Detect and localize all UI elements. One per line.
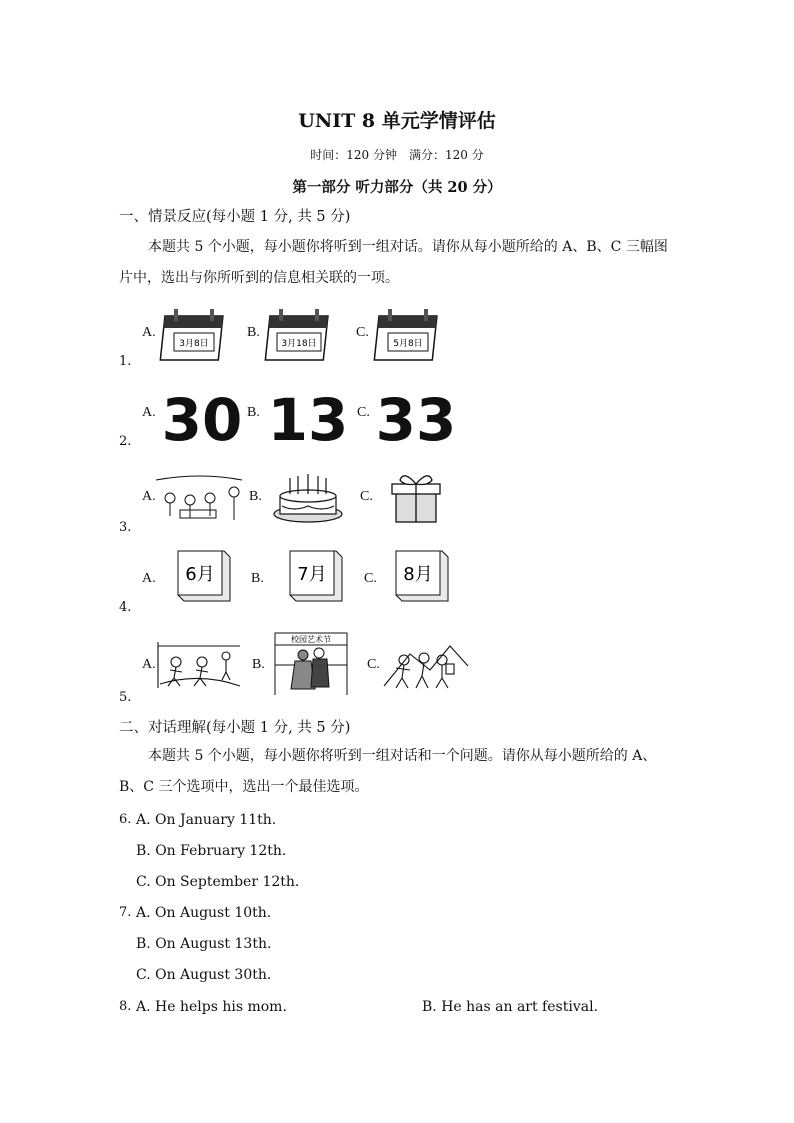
page-title: UNIT 8 单元学情评估: [298, 110, 496, 132]
option-c: C. On August 30th.: [136, 967, 272, 983]
birthday-cake-icon: [270, 466, 346, 528]
option-label-b: B.: [247, 325, 260, 340]
svg-text:13: 13: [267, 386, 349, 454]
running-race-icon: [150, 632, 246, 692]
question-number: 4.: [119, 600, 132, 615]
svg-text:校园艺术节: 校园艺术节: [291, 635, 331, 644]
question-number: 3.: [119, 520, 132, 535]
option-c: C. On September 12th.: [136, 874, 300, 890]
option-label-c: C.: [356, 325, 369, 340]
month-page-icon: [286, 547, 348, 607]
number-13-picture: [267, 382, 349, 454]
question-number: 1.: [119, 354, 132, 369]
option-b: B. He has an art festival.: [422, 999, 598, 1015]
question-number: 7.: [119, 905, 132, 920]
exam-meta: 时间：120 分钟 满分：120 分: [310, 148, 484, 162]
option-a: A. On August 10th.: [136, 905, 272, 921]
option-label-b: B.: [251, 571, 264, 586]
option-b: B. On August 13th.: [136, 936, 272, 952]
svg-text:8月: 8月: [403, 564, 433, 585]
option-label-a: A.: [142, 325, 156, 340]
gift-box-icon: [386, 470, 450, 526]
svg-text:7月: 7月: [297, 564, 327, 585]
option-label-c: C.: [357, 405, 370, 420]
option-label-a: A.: [142, 657, 156, 672]
question-number: 6.: [119, 812, 132, 827]
party-icon: [152, 470, 248, 524]
option-label-a: A.: [142, 405, 156, 420]
option-a: A. He helps his mom.: [136, 999, 287, 1015]
option-label-c: C.: [367, 657, 380, 672]
month-page-icon: [174, 547, 236, 607]
option-label-c: C.: [364, 571, 377, 586]
question-number: 2.: [119, 434, 132, 449]
calendar-date: 3月18日: [281, 339, 317, 349]
section2-instructions: 本题共 5 个小题，每小题你将听到一组对话和一个问题。请你从每小题所给的 A、B、C 三个选项中，选出一个最佳选项。: [119, 748, 657, 795]
question-number: 5.: [119, 690, 132, 705]
option-b: B. On February 12th.: [136, 843, 287, 859]
section1-instructions: 本题共 5 个小题，每小题你将听到一组对话。请你从每小题所给的 A、B、C 三幅图片中，选出与你所听到的信息相关联的一项。: [119, 239, 668, 286]
option-a: A. On January 11th.: [136, 812, 277, 828]
section1-heading: 一、情景反应(每小题 1 分, 共 5 分): [119, 209, 351, 225]
hiking-icon: [380, 636, 470, 692]
option-label-b: B.: [249, 489, 262, 504]
option-label-a: A.: [142, 571, 156, 586]
calendar-icon: [374, 306, 444, 364]
svg-text:6月: 6月: [185, 564, 215, 585]
question-number: 8.: [119, 999, 132, 1014]
option-label-b: B.: [252, 657, 265, 672]
section2-heading: 二、对话理解(每小题 1 分, 共 5 分): [119, 720, 351, 736]
svg-text:30: 30: [161, 386, 243, 454]
calendar-icon: [265, 306, 335, 364]
option-label-b: B.: [247, 405, 260, 420]
number-30-picture: [161, 382, 243, 454]
part-heading: 第一部分 听力部分（共 20 分）: [292, 179, 502, 196]
calendar-date: 5月8日: [393, 339, 423, 349]
number-33-picture: [375, 382, 457, 454]
svg-text:33: 33: [375, 386, 457, 454]
option-label-c: C.: [360, 489, 373, 504]
month-page-icon: [392, 547, 454, 607]
calendar-date: 3月8日: [179, 339, 209, 349]
calendar-icon: [160, 306, 230, 364]
art-festival-icon: [271, 629, 351, 697]
option-label-a: A.: [142, 489, 156, 504]
